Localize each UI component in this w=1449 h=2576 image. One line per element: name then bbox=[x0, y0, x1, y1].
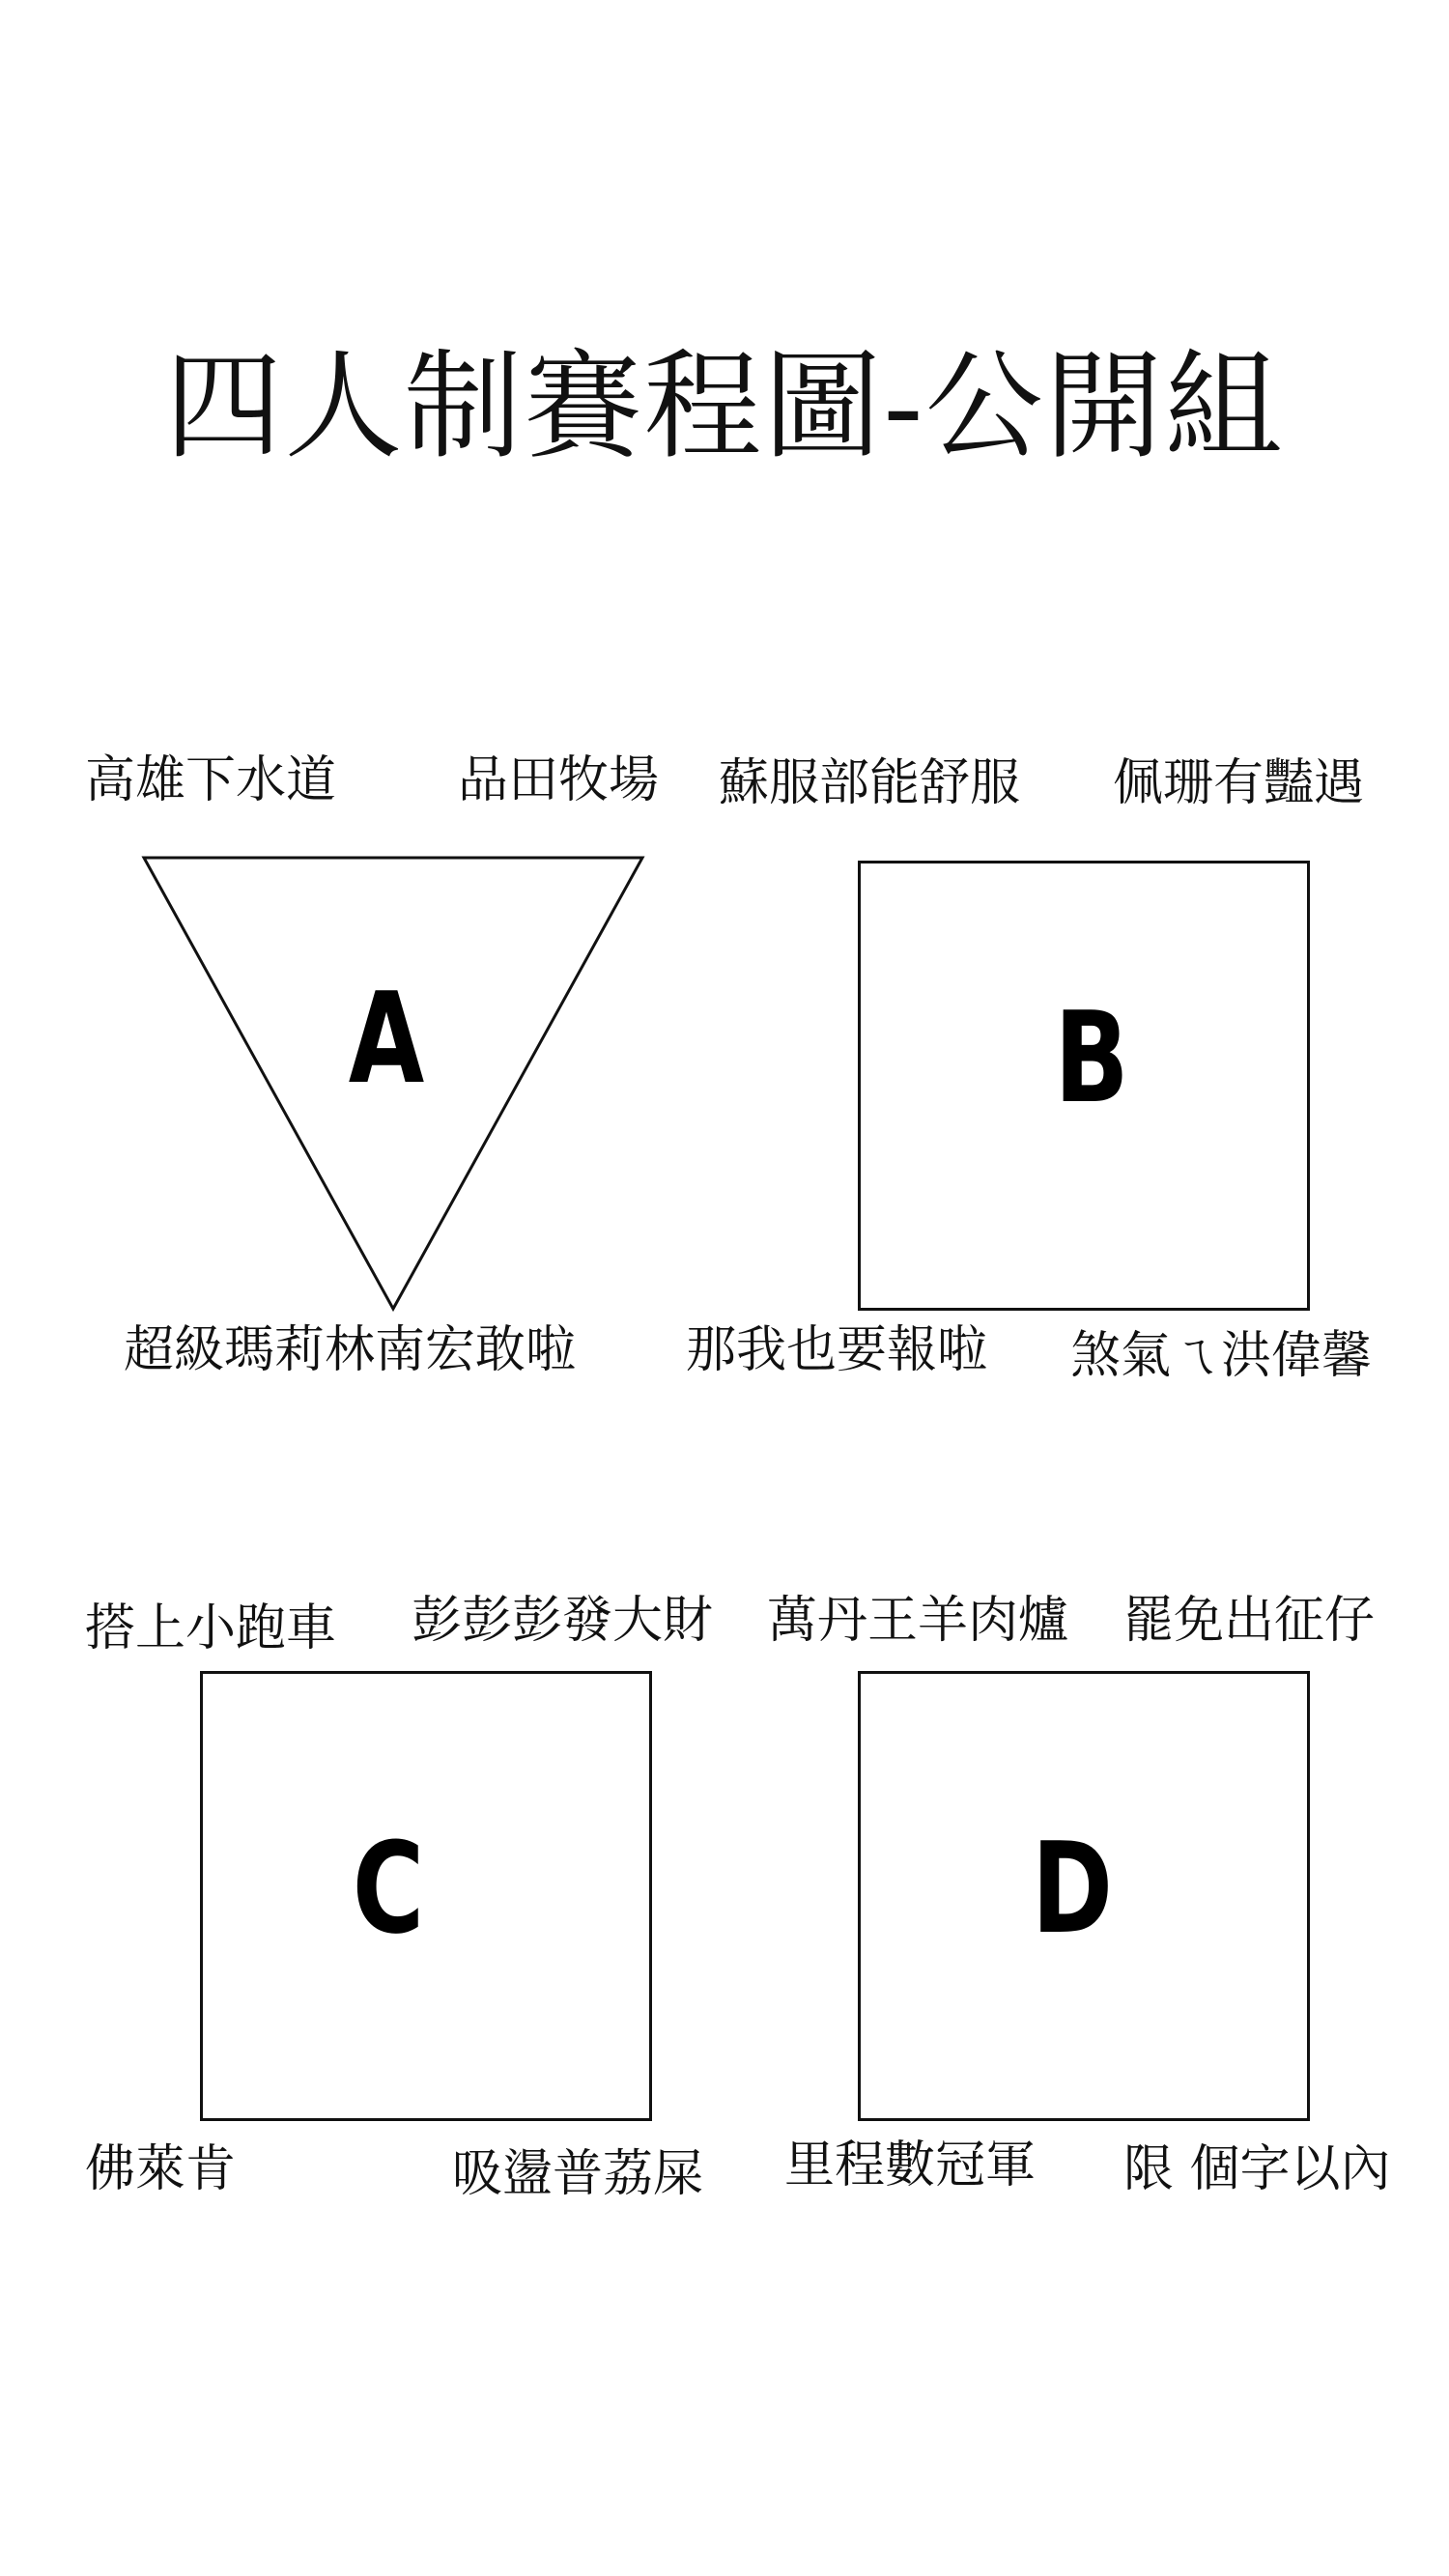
group-a-letter: A bbox=[348, 965, 425, 1112]
group-a-team-bottom: 超級瑪莉林南宏敢啦 bbox=[124, 1321, 577, 1379]
group-a-team-top-right: 品田牧場 bbox=[458, 751, 660, 809]
group-c-team-bottom-right: 吸盪普荔屎 bbox=[452, 2145, 704, 2203]
group-d-team-bottom-right: 限 個字以內 bbox=[1123, 2140, 1391, 2198]
page-title: 四人制賽程圖-公開組 bbox=[164, 338, 1285, 475]
group-b-team-bottom-right: 煞氣ㄟ洪偉馨 bbox=[1070, 1327, 1373, 1385]
group-d-team-top-left: 萬丹王羊肉爐 bbox=[767, 1592, 1069, 1650]
group-c-team-top-right: 彭彭彭發大財 bbox=[412, 1592, 714, 1650]
group-c-team-bottom-left: 佛萊肯 bbox=[85, 2140, 237, 2198]
group-d-letter: D bbox=[1031, 1815, 1114, 1962]
group-b-team-top-right: 佩珊有豔遇 bbox=[1113, 754, 1365, 812]
group-b-team-top-left: 蘇服部能舒服 bbox=[719, 754, 1021, 812]
group-d-team-top-right: 罷免出征仔 bbox=[1123, 1592, 1376, 1650]
group-c-letter: C bbox=[352, 1815, 425, 1962]
group-b-letter: B bbox=[1054, 984, 1129, 1131]
group-c-team-top-left: 搭上小跑車 bbox=[85, 1599, 337, 1657]
group-a-team-top-left: 高雄下水道 bbox=[85, 751, 337, 809]
group-b-team-bottom-left: 那我也要報啦 bbox=[686, 1321, 988, 1379]
group-d-team-bottom-left: 里程數冠軍 bbox=[784, 2137, 1037, 2194]
